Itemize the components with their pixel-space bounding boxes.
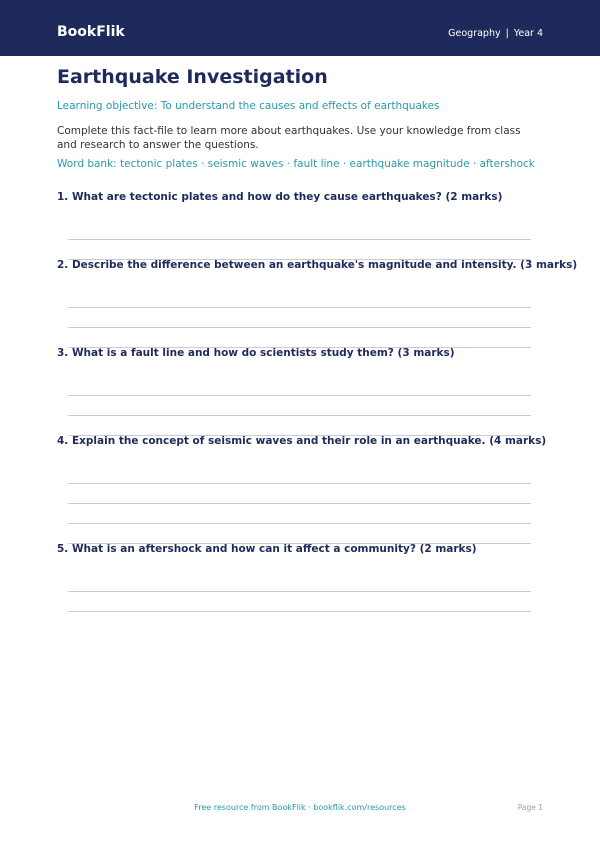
brand-logo-text: BookFlik — [57, 24, 125, 40]
page-number: Page 1 — [517, 803, 543, 812]
word-bank: Word bank: tectonic plates · seismic waves · fault line · earthquake magnitude · aftershock — [57, 158, 535, 170]
learning-objective: Learning objective: To understand the causes and effects of earthquakes — [57, 100, 440, 112]
answer-line[interactable] — [68, 327, 531, 328]
intro-text: Complete this fact-file to learn more about earthquakes. Use your knowledge from class and research to answer the questions. — [57, 125, 521, 151]
answer-line[interactable] — [68, 611, 531, 612]
answer-line[interactable] — [68, 523, 531, 524]
answer-line[interactable] — [68, 395, 531, 396]
question-5: 5. What is an aftershock and how can it affect a community? (2 marks) — [57, 543, 477, 555]
answer-line[interactable] — [68, 503, 531, 504]
answer-line[interactable] — [68, 591, 531, 592]
question-2: 2. Describe the difference between an earthquake's magnitude and intensity. (3 marks) — [57, 259, 578, 271]
question-1: 1. What are tectonic plates and how do they cause earthquakes? (2 marks) — [57, 191, 503, 203]
page-header — [0, 0, 600, 56]
question-3: 3. What is a fault line and how do scientists study them? (3 marks) — [57, 347, 455, 359]
header-meta — [448, 27, 543, 41]
page-title: Earthquake Investigation — [57, 66, 328, 88]
subject-label: Geography — [448, 28, 501, 39]
question-4: 4. Explain the concept of seismic waves and their role in an earthquake. (4 marks) — [57, 435, 547, 447]
year-label: Year 4 — [513, 28, 543, 39]
meta-separator: | — [505, 28, 509, 39]
answer-line[interactable] — [68, 415, 531, 416]
answer-line[interactable] — [68, 307, 531, 308]
footer-text[interactable]: Free resource from BookFlik · bookflik.com/resources — [194, 803, 406, 812]
answer-line[interactable] — [68, 239, 531, 240]
answer-line[interactable] — [68, 483, 531, 484]
